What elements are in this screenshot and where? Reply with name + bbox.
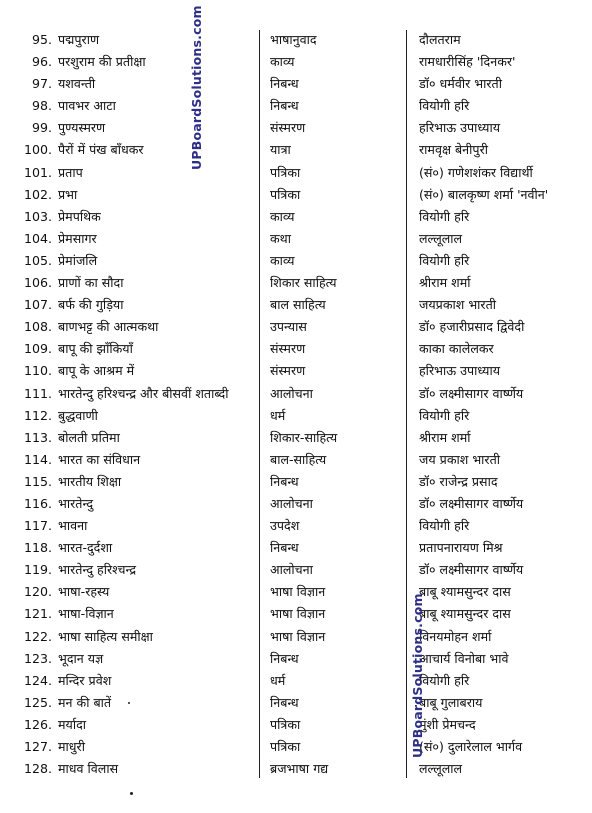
row-number: 125. [23, 694, 52, 710]
book-genre: उपदेश [270, 518, 300, 534]
book-author: जयप्रकाश भारती [419, 297, 497, 313]
table-row [0, 184, 592, 206]
book-title: बर्फ की गुड़िया [58, 297, 124, 313]
book-title: भावना [58, 518, 88, 534]
book-genre: भाषा विज्ञान [270, 584, 326, 600]
row-number: 126. [23, 716, 52, 732]
book-title: मर्यादा [58, 716, 87, 732]
book-author: श्रीराम शर्मा [419, 429, 471, 445]
row-number: 127. [23, 739, 52, 754]
book-title: बाणभट्ट की आत्मकथा [58, 319, 159, 335]
book-author: वियोगी हरि [419, 98, 470, 114]
book-genre: निबन्ध [270, 650, 299, 666]
book-author: डॉ० लक्ष्मीसागर वार्ष्णेय [419, 495, 524, 511]
book-author: डॉ० धर्मवीर भारती [419, 76, 502, 92]
book-genre: संस्मरण [270, 341, 306, 357]
book-author: बाबू गुलाबराय [419, 694, 483, 710]
book-genre: पत्रिका [270, 186, 301, 202]
book-genre: निबन्ध [270, 473, 299, 489]
book-author: (सं०) बालकृष्ण शर्मा 'नवीन' [419, 186, 549, 202]
row-number: 97. [31, 76, 52, 92]
table-row [0, 692, 592, 714]
book-genre: भाषा विज्ञान [270, 628, 326, 644]
book-genre: काव्य [270, 208, 295, 224]
table-row [0, 714, 592, 736]
row-number: 108. [23, 319, 52, 335]
scan-speck [130, 792, 133, 795]
table-row [0, 449, 592, 471]
row-number: 114. [23, 451, 52, 467]
table-row [0, 29, 592, 51]
row-number: 122. [23, 628, 52, 644]
book-author: बाबू श्यामसुन्दर दास [419, 584, 511, 600]
book-author: दौलतराम [419, 32, 461, 47]
table-row [0, 228, 592, 250]
table-row [0, 670, 592, 692]
row-number: 123. [23, 650, 52, 666]
book-genre: निबन्ध [270, 694, 299, 710]
table-row [0, 360, 592, 382]
table-row [0, 117, 592, 139]
book-genre: निबन्ध [270, 98, 299, 114]
book-title: भाषा-रहस्य [58, 584, 110, 600]
book-author: रामवृक्ष बेनीपुरी [419, 142, 488, 158]
book-genre: ब्रजभाषा गद्य [270, 761, 329, 777]
book-genre: भाषा विज्ञान [270, 606, 326, 622]
table-row [0, 559, 592, 581]
scan-speck [128, 702, 130, 704]
table-row [0, 603, 592, 625]
book-author: डॉ० लक्ष्मीसागर वार्ष्णेय [419, 385, 524, 401]
row-number: 112. [23, 407, 52, 423]
table-row [0, 73, 592, 95]
book-title: परशुराम की प्रतीक्षा [58, 54, 146, 70]
row-number: 110. [23, 363, 52, 379]
row-number: 98. [31, 98, 52, 114]
book-author: डॉ० लक्ष्मीसागर वार्ष्णेय [419, 562, 524, 578]
book-title: भारत का संविधान [58, 451, 141, 467]
row-number: 106. [23, 275, 52, 291]
book-genre: पत्रिका [270, 716, 301, 732]
book-author: (सं०) दुलारेलाल भार्गव [419, 739, 523, 754]
book-genre: बाल-साहित्य [270, 451, 327, 467]
book-title: पद्मपुराण [58, 32, 100, 47]
book-author: काका कालेलकर [419, 341, 494, 357]
row-number: 115. [23, 473, 52, 489]
book-author: वियोगी हरि [419, 208, 470, 224]
table-row [0, 648, 592, 670]
row-number: 128. [23, 761, 52, 777]
book-genre: आलोचना [270, 385, 313, 401]
watermark: UPBoardSolutions.com [410, 593, 425, 758]
book-author: मुंशी प्रेमचन्द [419, 716, 476, 732]
book-genre: कथा [270, 230, 291, 246]
book-title: भारतेन्दु हरिश्चन्द्र [58, 562, 137, 578]
book-author: आचार्य विनोबा भावे [419, 650, 509, 666]
table-row [0, 294, 592, 316]
book-title: प्रभा [58, 186, 78, 202]
book-title: प्रेमपथिक [58, 208, 101, 224]
book-title: बुद्धवाणी [58, 407, 98, 423]
book-author: वियोगी हरि [419, 518, 470, 534]
row-number: 104. [23, 230, 52, 246]
table-row [0, 162, 592, 184]
table-row [0, 383, 592, 405]
book-author: विनयमोहन शर्मा [419, 628, 492, 644]
book-list-table [0, 29, 592, 780]
table-row [0, 405, 592, 427]
table-row [0, 736, 592, 758]
book-title: भारतीय शिक्षा [58, 473, 122, 489]
row-number: 116. [23, 495, 52, 511]
row-number: 121. [23, 606, 52, 622]
row-number: 124. [23, 672, 52, 688]
book-genre: संस्मरण [270, 120, 306, 136]
row-number: 111. [23, 385, 52, 401]
book-genre: भाषानुवाद [270, 32, 317, 47]
book-author: बाबू श्यामसुन्दर दास [419, 606, 511, 622]
table-row [0, 250, 592, 272]
book-genre: आलोचना [270, 562, 313, 578]
book-author: जय प्रकाश भारती [419, 451, 501, 467]
row-number: 113. [23, 429, 52, 445]
row-number: 102. [23, 186, 52, 202]
table-row [0, 272, 592, 294]
book-title: बोलती प्रतिमा [58, 429, 120, 445]
row-number: 119. [23, 562, 52, 578]
book-author: (सं०) गणेशशंकर विद्यार्थी [419, 164, 533, 180]
row-number: 99. [31, 120, 52, 136]
table-row [0, 626, 592, 648]
book-title: भाषा-विज्ञान [58, 606, 114, 622]
book-title: प्रेमसागर [58, 230, 97, 246]
book-genre: शिकार-साहित्य [270, 429, 338, 445]
book-author: लल्लूलाल [419, 761, 463, 777]
book-genre: निबन्ध [270, 540, 299, 556]
book-genre: उपन्यास [270, 319, 307, 335]
book-author: रामधारीसिंह 'दिनकर' [419, 54, 516, 70]
row-number: 118. [23, 540, 52, 556]
book-title: भारतेन्दु हरिश्चन्द्र और बीसवीं शताब्दी [58, 385, 229, 401]
row-number: 120. [23, 584, 52, 600]
book-title: माधव विलास [58, 761, 119, 777]
book-author: वियोगी हरि [419, 672, 470, 688]
book-title: मन की बातें [58, 694, 112, 710]
book-author: श्रीराम शर्मा [419, 275, 471, 291]
row-number: 96. [31, 54, 52, 70]
table-row [0, 758, 592, 780]
table-row [0, 95, 592, 117]
row-number: 107. [23, 297, 52, 313]
book-genre: शिकार साहित्य [270, 275, 337, 291]
book-title: यशवन्ती [58, 76, 96, 92]
book-genre: काव्य [270, 54, 295, 70]
book-title: प्रताप [58, 164, 83, 180]
book-title: भारत-दुर्दशा [58, 540, 113, 556]
book-title: प्रेमांजलि [58, 252, 98, 268]
row-number: 117. [23, 518, 52, 534]
book-author: लल्लूलाल [419, 230, 463, 246]
book-title: पुण्यस्मरण [58, 120, 106, 136]
book-genre: यात्रा [270, 142, 291, 158]
book-genre: निबन्ध [270, 76, 299, 92]
book-genre: बाल साहित्य [270, 297, 326, 313]
book-author: प्रतापनारायण मिश्र [419, 540, 503, 556]
book-title: प्राणों का सौदा [58, 275, 124, 291]
book-author: हरिभाऊ उपाध्याय [419, 120, 501, 136]
book-author: हरिभाऊ उपाध्याय [419, 363, 501, 379]
table-row [0, 581, 592, 603]
book-title: भारतेन्दु [58, 495, 94, 511]
book-genre: पत्रिका [270, 164, 301, 180]
book-title: भाषा साहित्य समीक्षा [58, 628, 153, 644]
book-genre: धर्म [270, 672, 286, 688]
book-genre: काव्य [270, 252, 295, 268]
book-title: पावभर आटा [58, 98, 116, 114]
row-number: 95. [31, 32, 52, 47]
book-title: बापू की झाँकियाँ [58, 341, 133, 357]
table-row [0, 139, 592, 161]
book-genre: आलोचना [270, 495, 313, 511]
book-title: पैरों में पंख बाँधकर [58, 142, 144, 158]
table-row [0, 51, 592, 73]
book-author: डॉ० हजारीप्रसाद द्विवेदी [419, 319, 525, 335]
row-number: 105. [23, 252, 52, 268]
row-number: 103. [23, 208, 52, 224]
book-author: वियोगी हरि [419, 252, 470, 268]
table-row [0, 316, 592, 338]
book-title: माधुरी [58, 739, 85, 754]
book-title: बापू के आश्रम में [58, 363, 135, 379]
row-number: 109. [23, 341, 52, 357]
row-number: 100. [23, 142, 52, 158]
table-row [0, 471, 592, 493]
row-number: 101. [23, 164, 52, 180]
table-row [0, 537, 592, 559]
table-row [0, 206, 592, 228]
table-row [0, 427, 592, 449]
book-author: वियोगी हरि [419, 407, 470, 423]
table-row [0, 493, 592, 515]
watermark: UPBoardSolutions.com [189, 5, 204, 170]
book-title: मन्दिर प्रवेश [58, 672, 112, 688]
table-row [0, 338, 592, 360]
book-genre: पत्रिका [270, 739, 301, 754]
book-genre: संस्मरण [270, 363, 306, 379]
table-row [0, 515, 592, 537]
book-genre: धर्म [270, 407, 286, 423]
book-title: भूदान यज्ञ [58, 650, 104, 666]
book-author: डॉ० राजेन्द्र प्रसाद [419, 473, 498, 489]
